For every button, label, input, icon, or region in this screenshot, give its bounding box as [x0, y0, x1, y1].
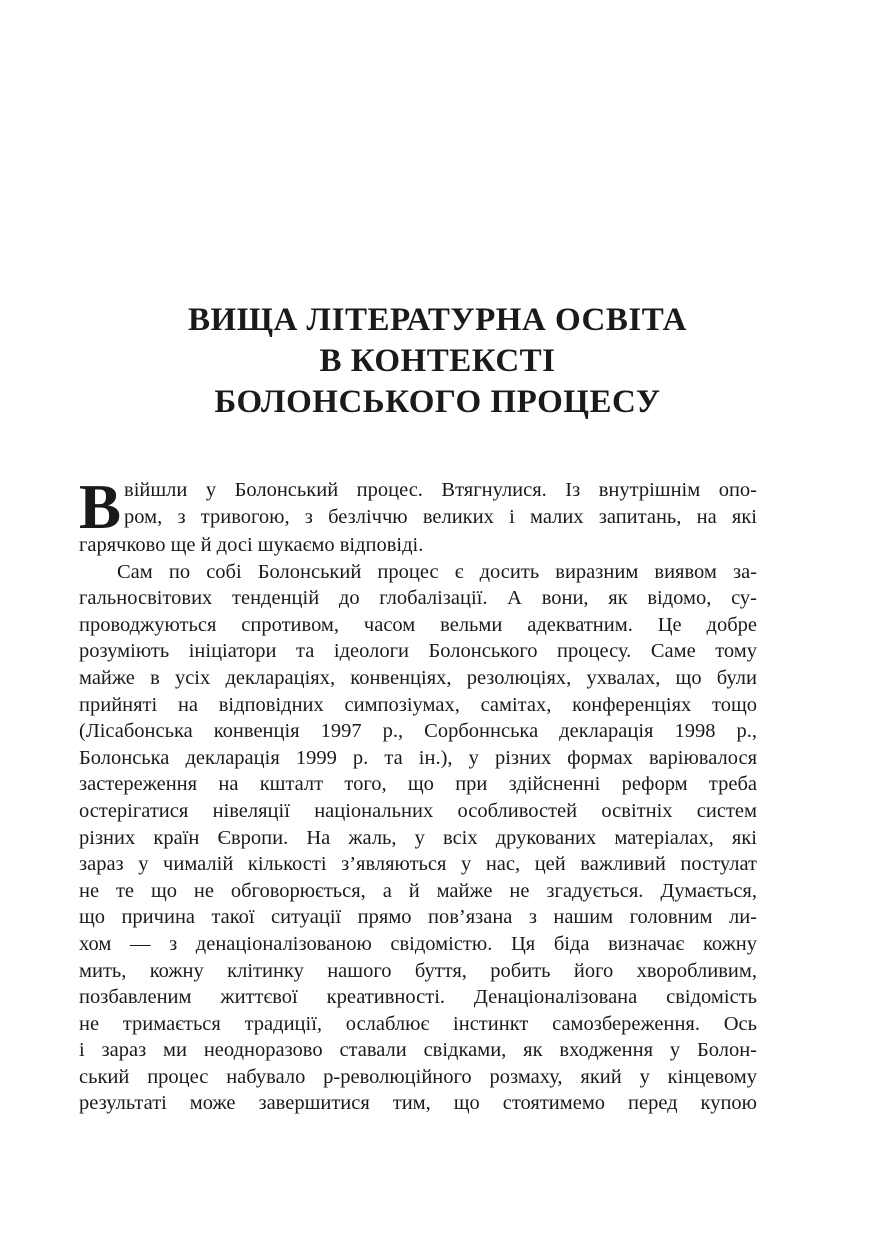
- title-line-2: В КОНТЕКСТІ: [319, 343, 556, 379]
- text-line: гарячково ще й досі шукаємо відповіді.: [79, 534, 424, 556]
- text-line: і зараз ми неодноразово ставали свідками, як входження у Болон-: [79, 1039, 757, 1062]
- text-line: Болонська декларація 1999 р. та ін.), у різних формах варіювалося: [79, 746, 757, 769]
- text-line: мить, кожну клітинку нашого буття, робить його хворобливим,: [79, 959, 757, 982]
- text-line: остерігатися нівеляції національних особливостей освітніх систем: [79, 799, 757, 822]
- text-line: що причина такої ситуації прямо пов’язана з нашим головним ли-: [79, 906, 757, 929]
- text-line: (Лісабонська конвенція 1997 р., Сорбоннська декларація 1998 р.,: [79, 720, 757, 743]
- text-line: зараз у чималій кількості з’являються у нас, цей важливий постулат: [79, 853, 757, 876]
- text-line: прийняті на відповідних симпозіумах, самітах, конференціях тощо: [79, 693, 757, 716]
- text-line: не те що не обговорюється, а й майже не згадується. Думається,: [79, 879, 757, 902]
- text-line: застереження на кшталт того, що при здійсненні реформ треба: [79, 773, 757, 796]
- text-line: ський процес набувало р-революційного розмаху, який у кінцевому: [79, 1065, 757, 1088]
- text-line: розуміють ініціатори та ідеологи Болонського процесу. Саме тому: [79, 640, 757, 663]
- text-line: ром, з тривогою, з безліччю великих і малих запитань, на які: [124, 505, 757, 528]
- drop-cap: В: [79, 477, 122, 532]
- chapter-title: [100, 300, 775, 423]
- paragraph-2: [79, 559, 757, 1117]
- text-line: не тримається традиції, ослаблює інстинкт самозбереження. Ось: [79, 1012, 757, 1035]
- text-line: різних країн Європи. На жаль, у всіх друкованих матеріалах, які: [79, 826, 757, 849]
- text-line: війшли у Болонський процес. Втягнулися. Із внутрішнім опо-: [124, 479, 757, 501]
- text-line: Сам по собі Болонський процес є досить виразним виявом за-: [117, 560, 757, 583]
- paragraph-1: [79, 477, 757, 532]
- body-text: [79, 477, 757, 1117]
- text-line: майже в усіх деклараціях, конвенціях, резолюціях, ухвалах, що були: [79, 666, 757, 689]
- text-line: гальносвітових тенденцій до глобалізації. А вони, як відомо, су-: [79, 587, 757, 610]
- text-line: результаті може завершитися тим, що стоятимемо перед купою: [79, 1092, 757, 1115]
- text-line: проводжуються спротивом, часом вельми адекватним. Це добре: [79, 613, 757, 636]
- title-line-1: ВИЩА ЛІТЕРАТУРНА ОСВІТА: [188, 302, 687, 338]
- text-line: позбавленим життєвої креативності. Денаціоналізована свідомість: [79, 986, 757, 1009]
- text-line: хом — з денаціоналізованою свідомістю. Ця біда визначає кожну: [79, 932, 757, 955]
- title-line-3: БОЛОНСЬКОГО ПРОЦЕСУ: [214, 384, 661, 420]
